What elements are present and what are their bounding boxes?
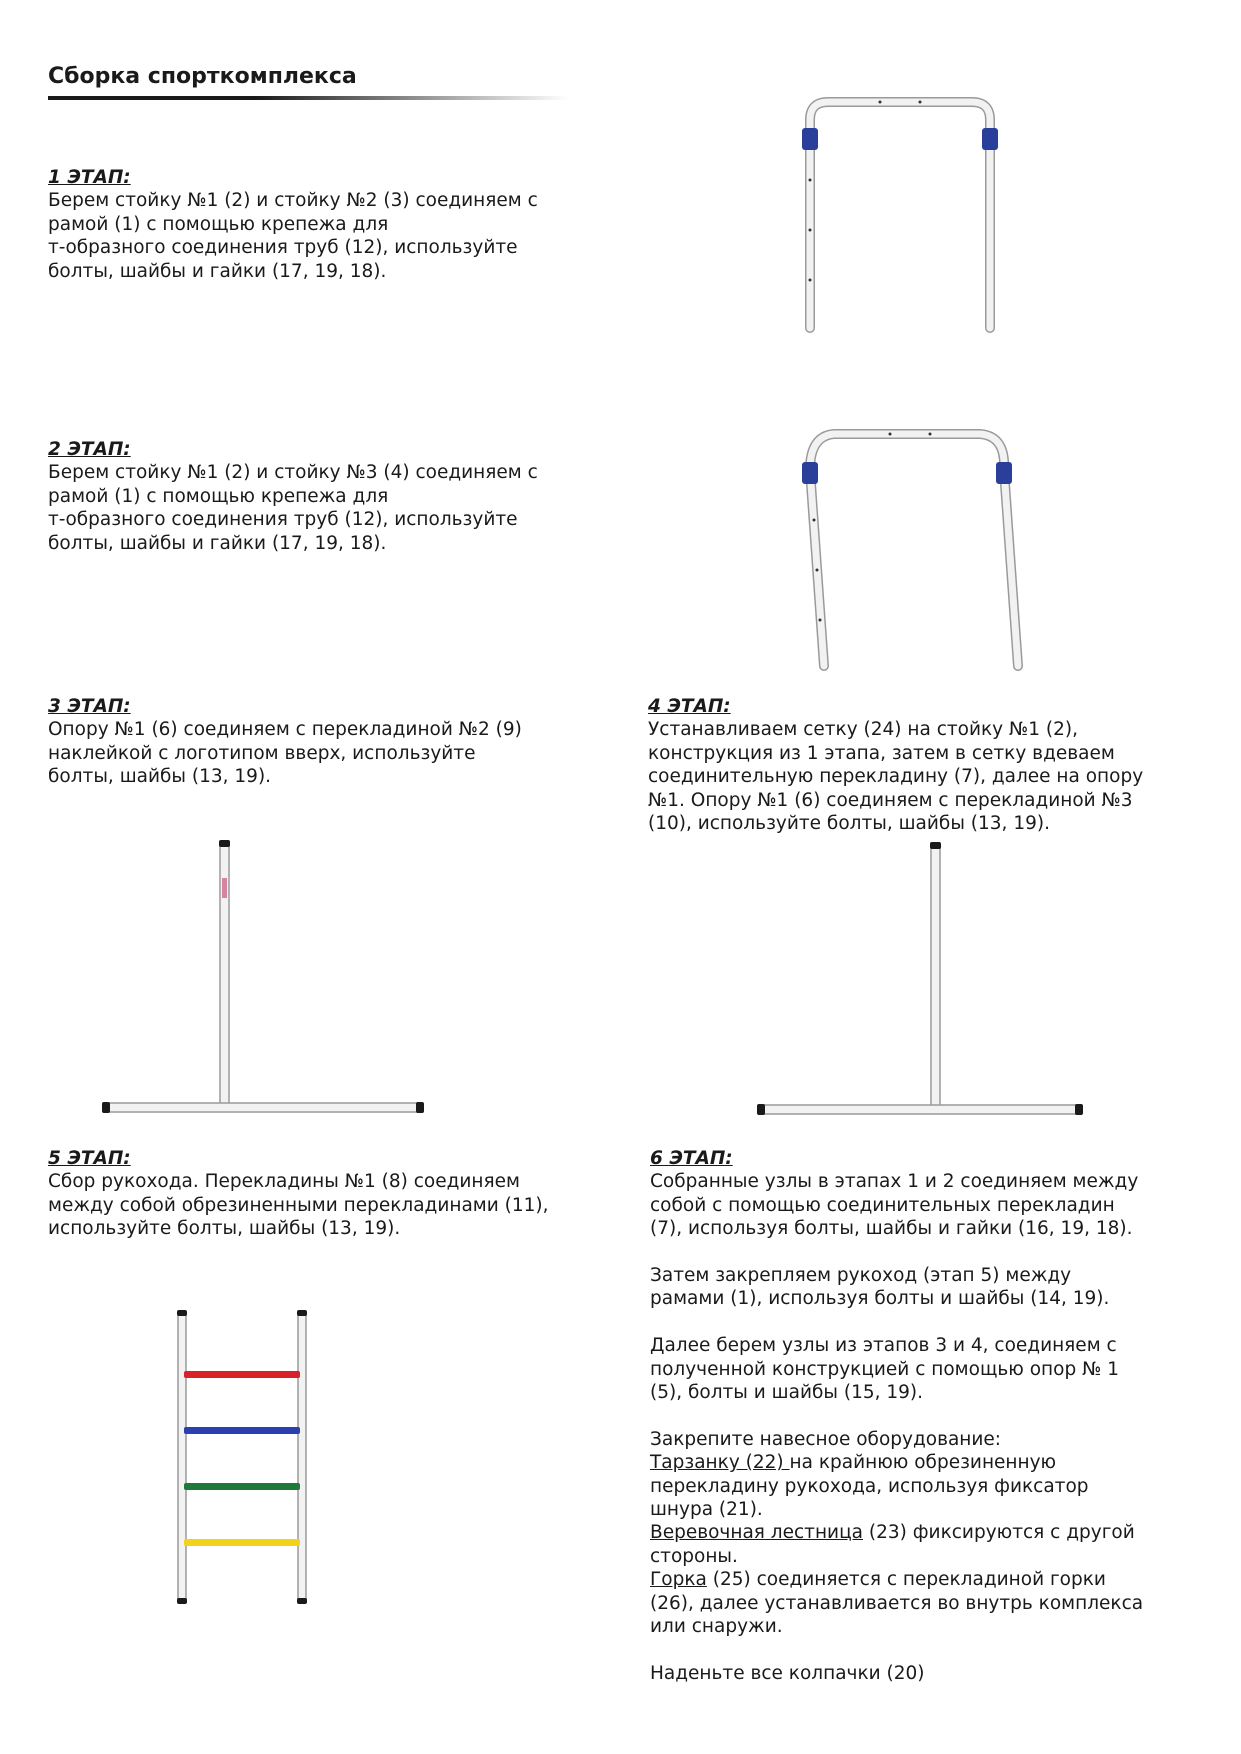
step-4-line: (10), используйте болты, шайбы (13, 19). xyxy=(648,813,1050,835)
step-3-block xyxy=(48,695,608,789)
step-1-heading: 1 ЭТАП: xyxy=(48,167,131,188)
ladder-rail-left xyxy=(178,1312,186,1602)
step-6-line xyxy=(650,1568,1225,1591)
post-logo xyxy=(222,878,227,898)
step-6-line: Наденьте все колпачки (20) xyxy=(650,1662,925,1684)
rung-green xyxy=(184,1483,300,1490)
step-3-t-support-illustration xyxy=(100,838,430,1120)
step-6-line: Далее берем узлы из этапов 3 и 4, соединяем с xyxy=(650,1335,1117,1357)
step-6-line: шнура (21). xyxy=(650,1499,763,1521)
step-6-line: или снаружи. xyxy=(650,1616,783,1638)
step-2-line: Берем стойку №1 (2) и стойку №3 (4) соединяем с xyxy=(48,462,538,484)
step-1-frame-illustration xyxy=(780,90,1020,340)
step-2-heading: 2 ЭТАП: xyxy=(48,439,131,460)
step-6-line: стороны. xyxy=(650,1545,738,1567)
clamp-right xyxy=(982,128,998,150)
step-2-line: рамой (1) с помощью крепежа для xyxy=(48,485,389,507)
step-1-line: Берем стойку №1 (2) и стойку №2 (3) соединяем с xyxy=(48,190,538,212)
clamp-right xyxy=(996,462,1012,484)
step-6-line xyxy=(650,1451,1225,1474)
step-6-line xyxy=(650,1521,1225,1544)
rung-blue xyxy=(184,1427,300,1434)
base-cap-left xyxy=(102,1102,110,1113)
rope-ladder-text: (23) фиксируются с другой xyxy=(863,1522,1135,1544)
step-4-line: №1. Опору №1 (6) соединяем с перекладиной №3 xyxy=(648,789,1133,811)
step-6-line: (5), болты и шайбы (15, 19). xyxy=(650,1382,924,1404)
tarzan-ref: Тарзанку (22) xyxy=(650,1452,790,1474)
step-4-line: Устанавливаем сетку (24) на стойку №1 (2), xyxy=(648,719,1078,741)
slide-ref: Горка xyxy=(650,1569,707,1591)
step-5-block xyxy=(48,1147,618,1241)
frame-tube-inner xyxy=(810,102,990,328)
step-5-line: используйте болты, шайбы (13, 19). xyxy=(48,1218,401,1240)
step-6-line: собой с помощью соединительных перекладин xyxy=(650,1194,1115,1216)
step-6-line: (26), далее устанавливается во внутрь комплекса xyxy=(650,1592,1144,1614)
post-cap xyxy=(219,840,230,847)
step-4-block xyxy=(648,695,1208,835)
clamp-left xyxy=(802,128,818,150)
step-2-line: болты, шайбы и гайки (17, 19, 18). xyxy=(48,532,387,554)
step-5-monkey-bars-illustration xyxy=(170,1308,320,1608)
step-3-line: наклейкой с логотипом вверх, используйте xyxy=(48,742,476,764)
step-4-line: соединительную перекладину (7), далее на опору xyxy=(648,766,1144,788)
step-3-heading: 3 ЭТАП: xyxy=(48,696,131,717)
step-1-line: болты, шайбы и гайки (17, 19, 18). xyxy=(48,260,387,282)
rung-yellow xyxy=(184,1539,300,1546)
base-cap-right xyxy=(416,1102,424,1113)
step-6-line: Собранные узлы в этапах 1 и 2 соединяем между xyxy=(650,1171,1139,1193)
page-title: Сборка спорткомплекса xyxy=(48,64,357,89)
title-underline xyxy=(48,96,568,100)
step-6-block xyxy=(650,1147,1225,1685)
rung-red xyxy=(184,1371,300,1378)
step-6-line: (7), используя болты, шайбы и гайки (16, 19, 18). xyxy=(650,1218,1133,1240)
base-cap-left xyxy=(757,1104,765,1115)
step-6-line: Затем закрепляем рукоход (этап 5) между xyxy=(650,1265,1072,1287)
frame-tube xyxy=(810,434,1018,666)
frame-tube xyxy=(810,102,990,328)
step-5-line: Сбор рукохода. Перекладины №1 (8) соединяем xyxy=(48,1171,520,1193)
rope-ladder-ref: Веревочная лестница xyxy=(650,1522,863,1544)
step-4-heading: 4 ЭТАП: xyxy=(648,696,731,717)
base-bar xyxy=(104,1103,422,1112)
step-5-heading: 5 ЭТАП: xyxy=(48,1148,131,1169)
step-1-line: т-образного соединения труб (12), используйте xyxy=(48,237,518,259)
base-cap-right xyxy=(1075,1104,1083,1115)
step-2-frame-illustration xyxy=(780,420,1040,672)
step-2-block xyxy=(48,438,608,555)
step-3-line: болты, шайбы (13, 19). xyxy=(48,766,272,788)
slide-text: (25) соединяется с перекладиной горки xyxy=(706,1569,1106,1591)
step-1-line: рамой (1) с помощью крепежа для xyxy=(48,213,389,235)
step-1-block xyxy=(48,166,608,283)
step-6-line: Закрепите навесное оборудование: xyxy=(650,1428,1002,1450)
step-6-heading: 6 ЭТАП: xyxy=(650,1148,733,1169)
frame-tube-inner xyxy=(810,434,1018,666)
step-4-line: конструкция из 1 этапа, затем в сетку вдеваем xyxy=(648,742,1115,764)
step-4-t-support-illustration xyxy=(755,840,1087,1122)
step-2-line: т-образного соединения труб (12), используйте xyxy=(48,509,518,531)
clamp-left xyxy=(802,462,818,484)
step-6-line: рамами (1), используя болты и шайбы (14, 19). xyxy=(650,1288,1110,1310)
support-post xyxy=(931,844,940,1112)
ladder-rail-right xyxy=(298,1312,306,1602)
base-bar xyxy=(759,1105,1081,1114)
step-3-line: Опору №1 (6) соединяем с перекладиной №2 (9) xyxy=(48,719,522,741)
tarzan-text: на крайнюю обрезиненную xyxy=(789,1452,1057,1474)
step-6-line: перекладину рукохода, используя фиксатор xyxy=(650,1475,1089,1497)
step-6-line: полученной конструкцией с помощью опор № 1 xyxy=(650,1358,1119,1380)
post-cap xyxy=(930,842,941,849)
step-5-line: между собой обрезиненными перекладинами (11), xyxy=(48,1194,549,1216)
